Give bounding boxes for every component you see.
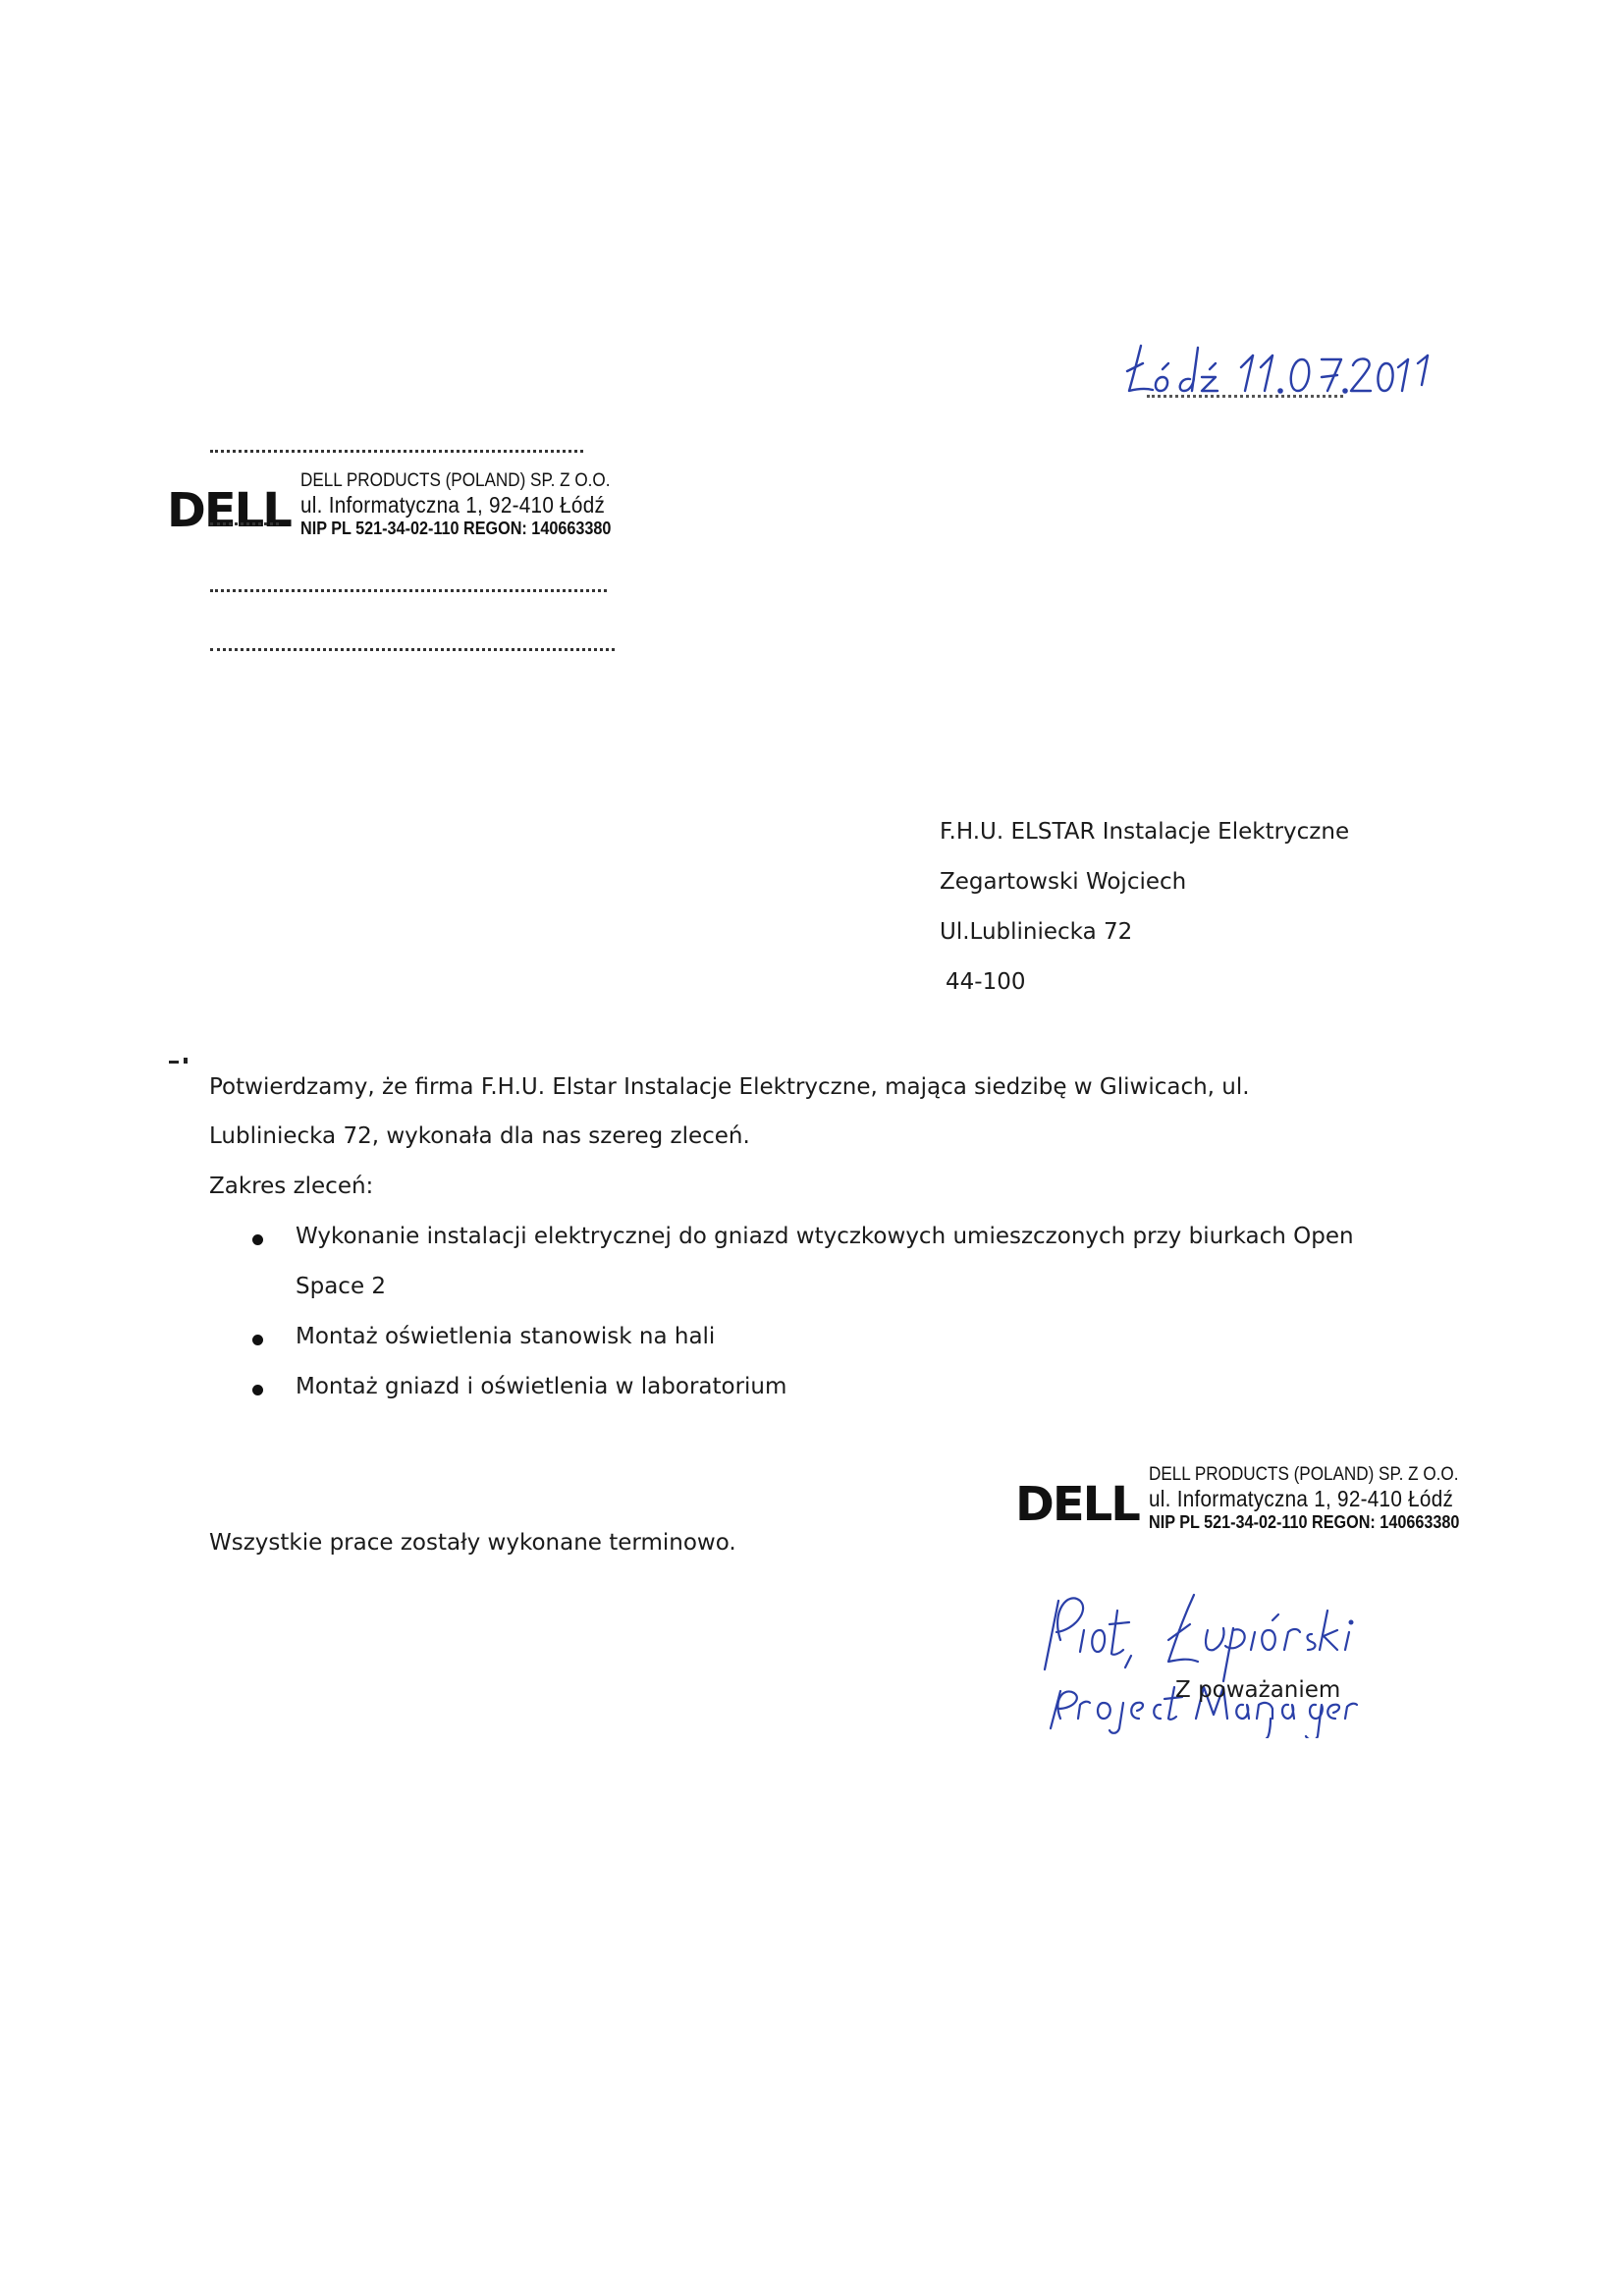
list-item-1-line-2: Space 2 — [296, 1274, 387, 1299]
list-item-1-line-1: Wykonanie instalacji elektrycznej do gniazd wtyczkowych umieszczonych przy biurkach Open — [296, 1224, 1354, 1249]
stamp-address: ul. Informatyczna 1, 92-410 Łódź — [299, 492, 605, 518]
sender-dotted-line-1 — [210, 448, 583, 453]
sender-dotted-line-4 — [210, 646, 615, 651]
sender-dotted-line-2 — [210, 520, 279, 525]
stray-mark — [169, 1061, 179, 1064]
bullet-dot-2 — [252, 1335, 263, 1345]
stray-dot — [184, 1058, 188, 1064]
body-paragraph-line-2: Lubliniecka 72, wykonała dla nas szereg zleceń. — [209, 1123, 750, 1149]
sender-stamp — [167, 469, 645, 540]
sender-dotted-line-3 — [210, 587, 607, 592]
recipient-name: F.H.U. ELSTAR Instalacje Elektryczne — [940, 819, 1350, 845]
dell-logo-footer: DELL — [1015, 1477, 1139, 1532]
footer-stamp-text — [1149, 1463, 1459, 1534]
recipient-address — [940, 819, 1431, 1015]
stamp-nip-regon: NIP PL 521-34-02-110 REGON: 140663380 — [299, 519, 612, 538]
recipient-postal: 44-100 — [946, 969, 1026, 995]
date-dotted-line — [1147, 391, 1343, 398]
body-paragraph-line-1: Potwierdzamy, że firma F.H.U. Elstar Instalacje Elektryczne, mająca siedzibę w Gliwicach, ul. — [209, 1074, 1250, 1100]
footer-stamp-address: ul. Informatyczna 1, 92-410 Łódź — [1148, 1486, 1453, 1511]
footer-stamp-nip-regon: NIP PL 521-34-02-110 REGON: 140663380 — [1148, 1512, 1460, 1532]
recipient-person: Zegartowski Wojciech — [940, 869, 1187, 895]
footer-stamp-company: DELL PRODUCTS (POLAND) SP. Z O.O. — [1148, 1464, 1459, 1485]
bullet-dot-1 — [252, 1234, 263, 1245]
bullet-dot-3 — [252, 1385, 263, 1395]
recipient-street: Ul.Lubliniecka 72 — [940, 919, 1133, 945]
list-item-3: Montaż gniazd i oświetlenia w laboratorium — [296, 1374, 787, 1399]
list-item-2: Montaż oświetlenia stanowisk na hali — [296, 1324, 716, 1349]
sender-stamp-text — [300, 469, 611, 540]
regards-text: Z poważaniem — [1175, 1677, 1341, 1703]
closing-sentence: Wszystkie prace zostały wykonane terminowo. — [209, 1530, 736, 1556]
dell-logo: DELL — [167, 483, 291, 538]
handwritten-signature — [1021, 1571, 1434, 1738]
footer-stamp — [1015, 1463, 1493, 1534]
scope-label: Zakres zleceń: — [209, 1174, 374, 1199]
stamp-company: DELL PRODUCTS (POLAND) SP. Z O.O. — [299, 470, 611, 491]
